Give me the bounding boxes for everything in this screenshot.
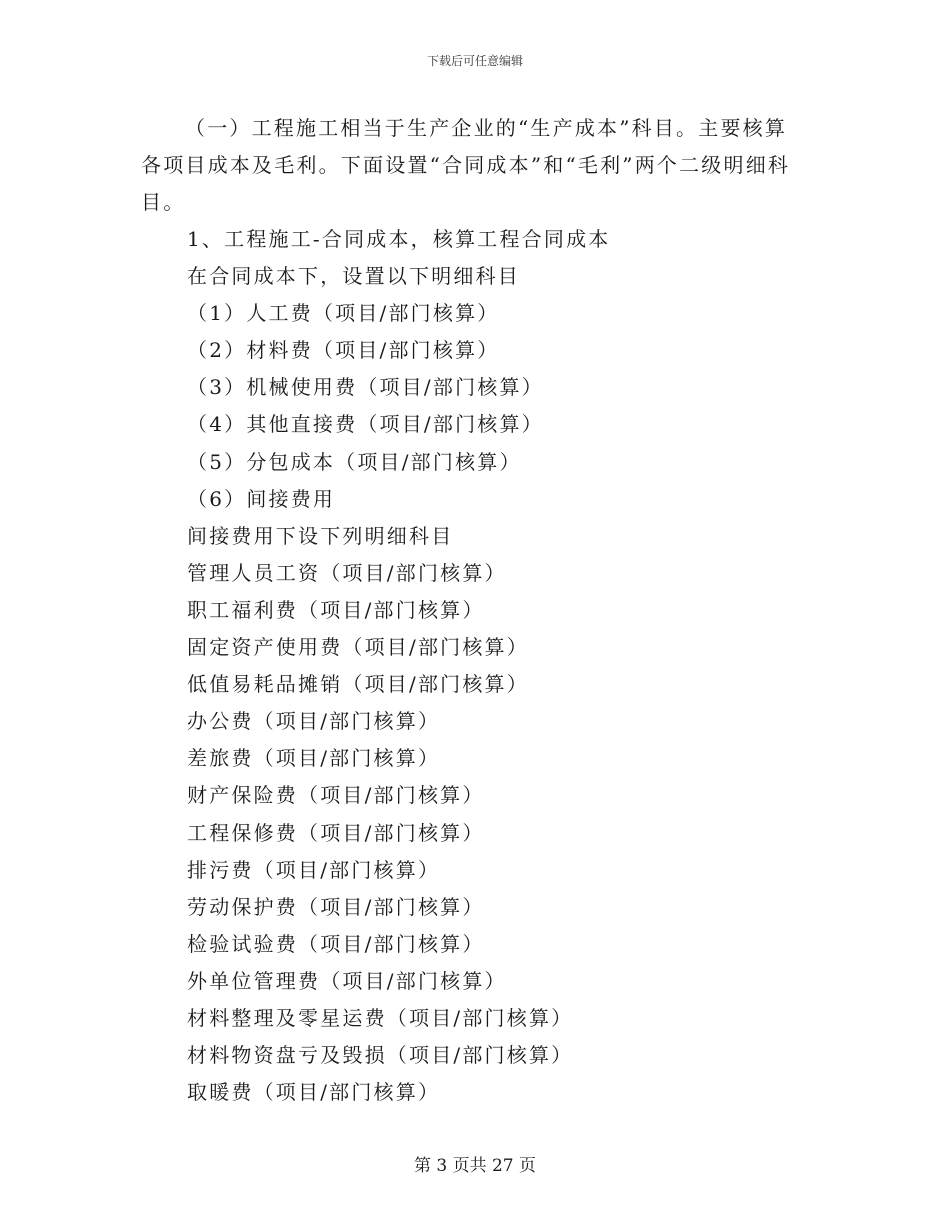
list-line: （5）分包成本（项目/部门核算）: [187, 449, 522, 474]
list-line: 1、工程施工-合同成本，核算工程合同成本: [187, 227, 611, 251]
list-line: 办公费（项目/部门核算）: [187, 709, 441, 734]
page-header: 下载后可任意编辑: [426, 54, 523, 68]
list-line: （6）间接费用: [187, 486, 336, 511]
list-line: 材料整理及零星运费（项目/部门核算）: [187, 1005, 574, 1030]
list-line: 财产保险费（项目/部门核算）: [187, 783, 485, 808]
list-line: （3）机械使用费（项目/部门核算）: [187, 375, 544, 400]
list-line: 工程保修费（项目/部门核算）: [187, 820, 485, 845]
list-line: 检验试验费（项目/部门核算）: [187, 931, 485, 956]
list-line: 外单位管理费（项目/部门核算）: [187, 968, 507, 993]
list-line: （4）其他直接费（项目/部门核算）: [187, 412, 544, 437]
list-line: 材料物资盘亏及毁损（项目/部门核算）: [187, 1043, 574, 1068]
list-line: 在合同成本下，设置以下明细科目: [187, 264, 520, 289]
list-line: 取暖费（项目/部门核算）: [187, 1080, 441, 1105]
list-line: 职工福利费（项目/部门核算）: [187, 597, 485, 622]
list-line: 差旅费（项目/部门核算）: [187, 746, 441, 771]
list-line: 劳动保护费（项目/部门核算）: [187, 894, 485, 919]
list-line: 排污费（项目/部门核算）: [187, 857, 441, 882]
list-line: （1）人工费（项目/部门核算）: [187, 301, 500, 326]
intro-paragraph: （一）工程施工相当于生产企业的“生产成本”科目。主要核算各项目成本及毛利。下面设置“合同成本”和“毛利”两个二级明细科目。: [141, 116, 791, 214]
list-line: 管理人员工资（项目/部门核算）: [187, 560, 507, 585]
list-line: 间接费用下设下列明细科目: [187, 523, 454, 548]
page-footer: 第 3 页共 27 页: [413, 1156, 537, 1176]
list-line: 固定资产使用费（项目/部门核算）: [187, 635, 529, 660]
list-line: 低值易耗品摊销（项目/部门核算）: [187, 672, 529, 697]
account-list: [187, 221, 847, 1111]
list-line: （2）材料费（项目/部门核算）: [187, 338, 500, 363]
